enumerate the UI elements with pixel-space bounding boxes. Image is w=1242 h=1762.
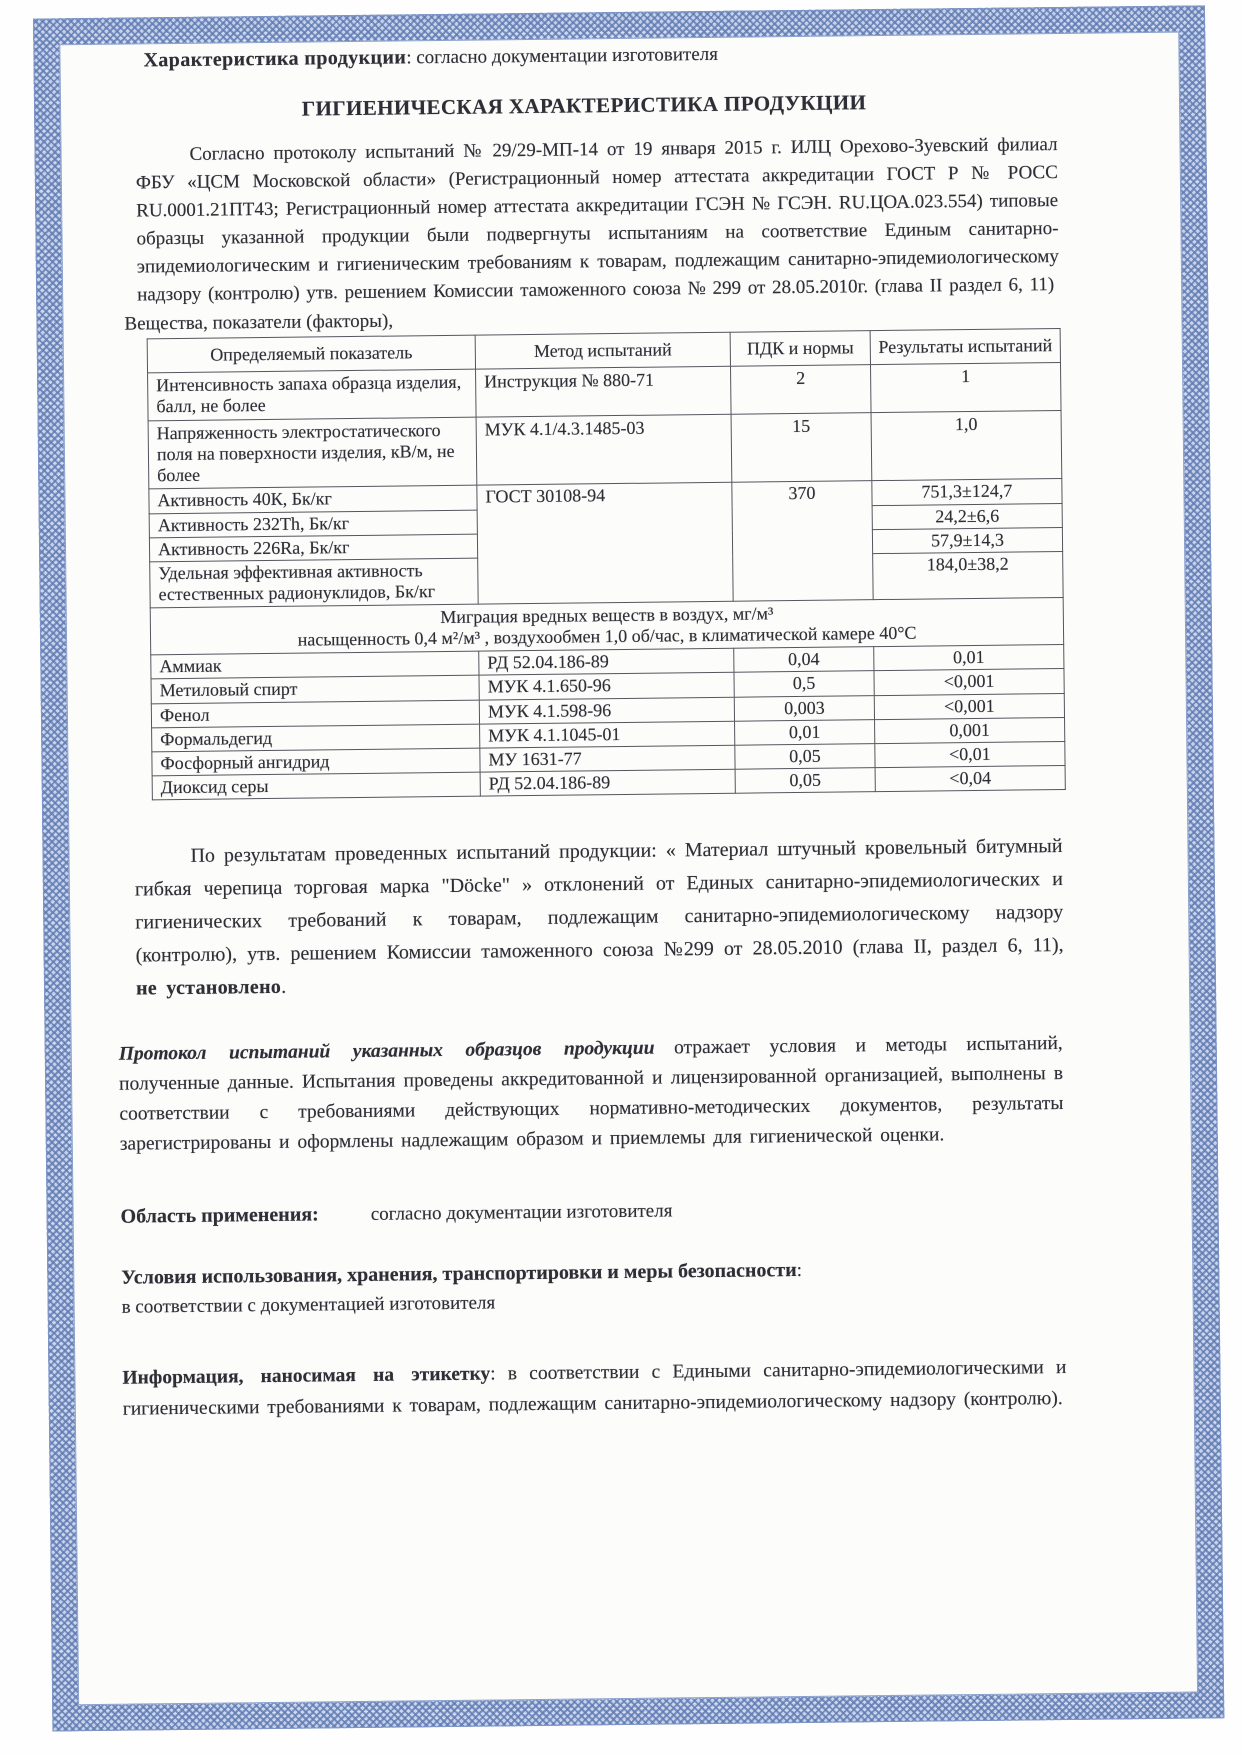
cell-indicator: Удельная эффективная активность естественных радионуклидов, Бк/кг — [150, 558, 478, 607]
cell-norm: 0,003 — [734, 695, 874, 721]
results-conclusion-end: . — [281, 976, 287, 999]
cell-result: 0,001 — [875, 717, 1065, 743]
cell-norm: 0,01 — [735, 719, 875, 745]
application-scope-label: Область применения: — [120, 1203, 319, 1229]
cell-method: Инструкция № 880-71 — [476, 366, 732, 416]
cell-result: <0,04 — [875, 766, 1065, 792]
cell-norm: 0,05 — [735, 744, 875, 770]
cell-method: МУК 4.1/4.3.1485-03 — [476, 414, 732, 486]
usage-conditions-section — [121, 1256, 1074, 1319]
cell-method: МУК 4.1.598-96 — [479, 697, 734, 724]
cell-result: <0,001 — [874, 669, 1064, 695]
cell-indicator: Активность 232Th, Бк/кг — [149, 510, 477, 538]
usage-conditions-value: в соответствии с документацией изготовителя — [121, 1292, 496, 1319]
protocol-paragraph — [119, 1029, 1064, 1160]
cell-result: <0,01 — [875, 741, 1065, 767]
label-information-section — [122, 1352, 1067, 1425]
cell-result: 1,0 — [871, 410, 1062, 481]
label-information-label: Информация, наносимая на этикетку — [122, 1363, 491, 1390]
cell-indicator: Аммиак — [151, 651, 479, 679]
protocol-lead: Протокол испытаний указанных образцов продукции — [118, 1038, 655, 1066]
label-information-colon: : — [490, 1363, 508, 1385]
cell-result: 24,2±6,6 — [872, 503, 1062, 529]
migration-line1: Миграция вредных веществ в воздух, мг/м³ — [440, 602, 774, 627]
cell-indicator: Формальдегид — [152, 724, 480, 752]
cell-result: 751,3±124,7 — [872, 479, 1062, 505]
results-conclusion-bold: не установлено — [135, 976, 282, 1000]
cell-result: 57,9±14,3 — [872, 527, 1062, 553]
header-result: Результаты испытаний — [870, 328, 1060, 364]
application-scope-section — [120, 1195, 1072, 1229]
cell-indicator: Фосфорный ангидрид — [152, 748, 480, 776]
cell-indicator: Интенсивность запаха образца изделия, балл, не более — [148, 369, 477, 420]
header-method: Метод испытаний — [475, 332, 730, 369]
cell-indicator: Активность 226Ra, Бк/кг — [149, 534, 477, 562]
table-row — [148, 410, 1062, 489]
cell-result: 184,0±38,2 — [873, 552, 1064, 600]
cell-norm: 0,04 — [734, 647, 874, 673]
cell-norm: 0,05 — [735, 768, 875, 794]
cell-indicator: Активность 40К, Бк/кг — [149, 486, 477, 514]
cell-method: ГОСТ 30108-94 — [477, 483, 733, 604]
cell-indicator: Метиловый спирт — [151, 675, 479, 703]
intro-paragraph: Согласно протоколу испытаний № 29/29-МП-14 от 19 января 2015 г. ИЛЦ Орехово-Зуевский филиал ФБУ «ЦСМ Московской области» (Регистрационный номер аттестата аккредитации ГОСТ Р № РОСС RU.0001.21ПТ43; Регистрационный номер аттестата аккредитации ГСЭН № ГСЭН. RU.ЦОА.023.554) типовые образцы указанной продукции были подвергнуты испытаниям на соответствие Единым санитарно-эпидемиологическим и гигиеническим требованиям к товарам, подлежащим санитарно-эпидемиологическому надзору (контролю) утв. решением Комиссии таможенного союза № 299 от 28.05.2010г. (глава II раздел 6, 11) — [135, 134, 1059, 306]
cell-norm: 370 — [732, 481, 873, 601]
cell-norm: 0,5 — [734, 671, 874, 697]
table-caption: Вещества, показатели (факторы), — [124, 310, 394, 335]
pre-title-label: Характеристика продукции — [143, 46, 407, 72]
cell-result: 1 — [870, 363, 1061, 413]
cell-indicator: Диоксид серы — [152, 772, 480, 800]
cell-indicator: Фенол — [151, 700, 479, 728]
document-content — [107, 39, 1075, 1425]
cell-result: <0,001 — [874, 693, 1064, 719]
test-results-table — [147, 328, 1066, 801]
page-title: ГИГИЕНИЧЕСКАЯ ХАРАКТЕРИСТИКА ПРОДУКЦИИ — [301, 90, 867, 121]
usage-conditions-colon: : — [796, 1260, 803, 1282]
pre-title-value: : согласно документации изготовителя — [406, 43, 719, 69]
cell-method: МУК 4.1.650-96 — [479, 672, 734, 699]
cell-method: РД 52.04.186-89 — [480, 769, 735, 796]
application-scope-value: согласно документации изготовителя — [370, 1200, 673, 1226]
cell-norm: 2 — [731, 365, 872, 414]
protocol-text: отражает условия и методы испытаний, полученные данные. Испытания проведены аккредитованной и лицензированной организацией, выполнены в соответствии с требованиями действующих нормативно-методических документов, результаты зарегистрированы и оформлены надлежащим образом и приемлемы для гигиенической оценки. — [118, 1033, 1064, 1156]
cell-result: 0,01 — [874, 645, 1064, 671]
cell-norm: 15 — [731, 412, 872, 482]
cell-indicator: Напряженность электростатического поля на поверхности изделия, кВ/м, не более — [148, 417, 477, 489]
cell-method: МУК 4.1.1045-01 — [480, 721, 735, 748]
results-conclusion-paragraph — [134, 830, 1064, 1006]
migration-line2: насыщенность 0,4 м²/м³ , воздухообмен 1,0 об/час, в климатической камере 40°С — [297, 622, 917, 650]
usage-conditions-label: Условия использования, хранения, транспортировки и меры безопасности — [121, 1259, 797, 1290]
header-norm: ПДК и нормы — [730, 331, 870, 367]
header-indicator: Определяемый показатель — [147, 335, 475, 373]
results-conclusion-text: По результатам проведенных испытаний продукции: « Материал штучный кровельный битумный гибкая черепица торговая марка "Döcke" » отклонений от Единых санитарно-эпидемиологических и гигиенических требований к товарам, подлежащим санитарно-эпидемиологическому надзору (контролю), утв. решением Комиссии таможенного союза №299 от 28.05.2010 (глава II, раздел 6, 11), — [134, 835, 1064, 967]
label-information-text: в соответствии с Едиными санитарно-эпидемиологическими и гигиеническими требованиями к товарам, подлежащим санитарно-эпидемиологическому надзору (контролю). — [122, 1357, 1067, 1421]
cell-method: РД 52.04.186-89 — [479, 648, 734, 675]
cell-method: МУ 1631-77 — [480, 745, 735, 772]
